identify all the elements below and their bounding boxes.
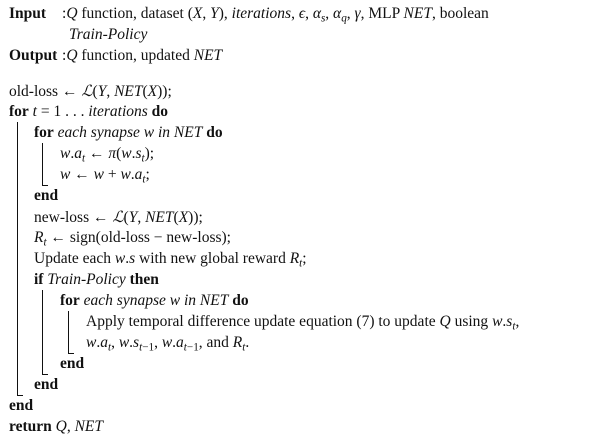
output-line: Output :Q function, updated NET [9,47,223,64]
algo-line-5: w ← $w + w.a_t$; [60,166,150,186]
algo-line-1: old-loss ← ℒ(Y, NET(X)); [9,82,172,100]
if-rule [42,290,43,374]
algo-line-2: for t = 1 . . . iterations do [9,103,169,120]
inner-for-hook [42,185,48,186]
algo-line-13: $w.a_t$, $w.s_{t-1}$, $w.a_{t-1}$, and $R_t$. [86,334,250,354]
outer-for-hook [17,395,23,396]
algo-line-6: end [34,187,59,204]
if-hook [42,374,48,375]
algo-line-4: $w.a_t$ ← $\pi(w.s_t)$; [60,145,155,165]
algo-line-3: for each synapse w in NET do [34,124,223,141]
algo-line-16: end [9,397,34,414]
algo-line-11: for each synapse w in NET do [60,292,249,309]
output-label: Output [9,47,58,64]
train-policy-param: Train-Policy [69,26,148,43]
inner-for-rule [42,143,43,185]
algo-line-12: Apply temporal difference update equation (7) to update Q using $w.s_t$, [86,313,520,333]
nested-for-hook [68,353,74,354]
input-line: Input :Q function, dataset (X, Y), iterations, ϵ, $\alpha_s$, $\alpha_q$, γ, MLP NET, boolean [9,5,489,25]
algo-line-17: return Q, NET [9,418,104,435]
input-label: Input [9,5,47,22]
algo-line-9: Update each w.s with new global reward $R_t$; [34,250,307,270]
algo-line-15: end [34,376,59,393]
algo-line-8: $R_t$ ← sign(old-loss − new-loss); [34,229,231,249]
algo-line-7: new-loss ← ℒ(Y, NET(X)); [34,208,203,226]
algo-line-14: end [60,355,85,372]
outer-for-rule [17,122,18,395]
algo-line-10: if Train-Policy then [34,271,159,288]
nested-for-rule [68,311,69,353]
input-line-cont [69,26,147,44]
